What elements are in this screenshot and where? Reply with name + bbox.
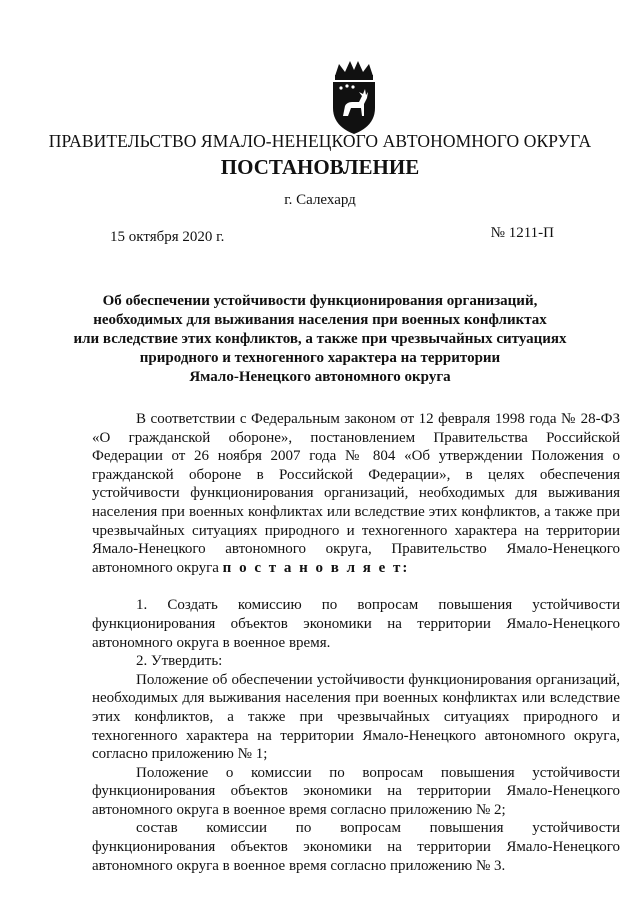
coat-of-arms-icon bbox=[321, 58, 387, 138]
title-line: необходимых для выживания населения при военных конфликтах bbox=[93, 312, 547, 328]
item-2-b: Положение о комиссии по вопросам повышения устойчивости функционирования объектов экономики на территории Ямало-Ненецкого автономного округа в военное время согласно приложению № 2; bbox=[92, 764, 620, 818]
item-2-c: состав комиссии по вопросам повышения устойчивости функционирования объектов экономики на территории Ямало-Ненецкого автономного округа в военное время согласно приложению № 3. bbox=[92, 820, 620, 874]
document-body bbox=[92, 410, 620, 875]
title-line: Ямало-Ненецкого автономного округа bbox=[189, 369, 451, 385]
title-line: Об обеспечении устойчивости функционирования организаций, bbox=[102, 293, 538, 309]
city: г. Салехард bbox=[284, 192, 356, 208]
item-2-a: Положение об обеспечении устойчивости функционирования организаций, необходимых для выживания населения при военных конфликтах или вследствие этих конфликтов, а также при чрезвычайных ситуациях природного и техногенного характера на территории Ямало-Ненецкого автономного округа, согласно приложению № 1; bbox=[92, 671, 620, 763]
government-name: ПРАВИТЕЛЬСТВО ЯМАЛО-НЕНЕЦКОГО АВТОНОМНОГО ОКРУГА bbox=[48, 131, 592, 151]
document-title bbox=[70, 292, 570, 387]
preamble-paragraph bbox=[92, 410, 620, 577]
document-type: ПОСТАНОВЛЕНИЕ bbox=[220, 155, 420, 179]
document-date: 15 октября 2020 г. bbox=[110, 229, 225, 245]
title-line: или вследствие этих конфликтов, а также при чрезвычайных ситуациях bbox=[73, 331, 567, 347]
decree-word: п о с т а н о в л я е т: bbox=[222, 559, 410, 576]
document-number: № 1211-П bbox=[490, 225, 554, 241]
preamble-text: В соответствии с Федеральным законом от 12 февраля 1998 года № 28-ФЗ «О гражданской обороне», постановлением Правительства Российской Федерации от 26 ноября 2007 года № 804 «Об утверждении Положения о гражданской обороне в Российской Федерации», в целях обеспечения устойчивости функционирования организаций, необходимых для выживания населения при военных конфликтах или вследствие этих конфликтов, а также при чрезвычайных ситуациях природного и техногенного характера на территории Ямало-Ненецкого автономного округа, Правительство Ямало-Ненецкого автономного округа bbox=[92, 411, 620, 576]
item-1: 1. Создать комиссию по вопросам повышения устойчивости функционирования объектов экономики на территории Ямало-Ненецкого автономного округа в военное время. bbox=[92, 597, 620, 651]
item-2: 2. Утвердить: bbox=[136, 653, 223, 670]
title-line: природного и техногенного характера на территории bbox=[139, 350, 501, 366]
